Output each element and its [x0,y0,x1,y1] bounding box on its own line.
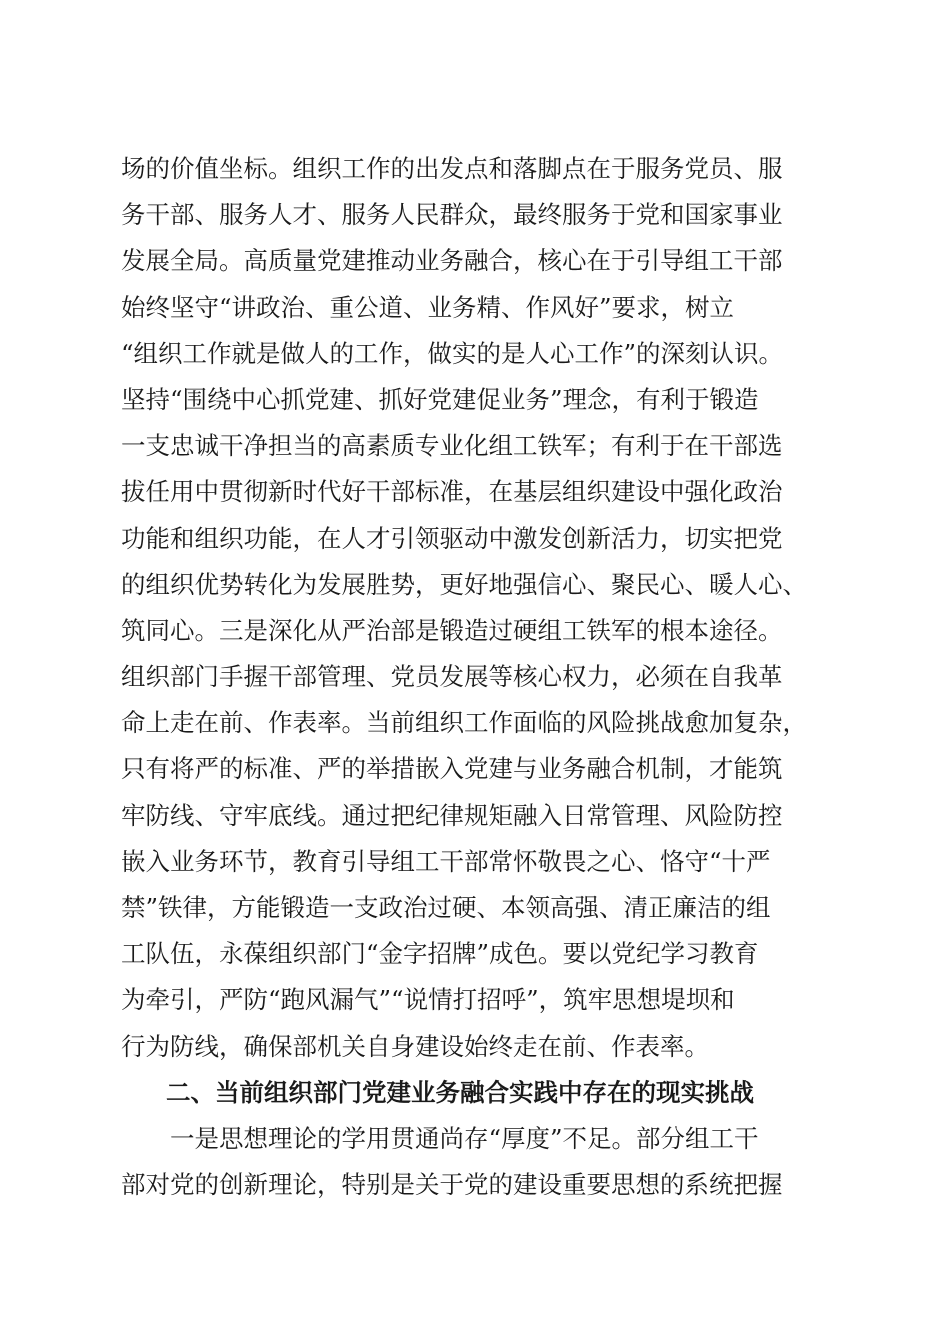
paragraph-line-2: 务干部、服务人才、服务人民群众，最终服务于党和国家事业 [121,200,783,230]
paragraph-line-19: 为牵引，严防“跑风漏气”“说情打招呼”，筑牢思想堤坝和 [121,985,735,1015]
paragraph-line-12: 组织部门手握干部管理、党员发展等核心权力，必须在自我革 [121,662,783,692]
paragraph-line-8: 拔任用中贯彻新时代好干部标准，在基层组织建设中强化政治 [121,477,783,507]
paragraph-line-13: 命上走在前、作表率。当前组织工作面临的风险挑战愈加复杂， [121,708,807,738]
paragraph-line-15: 牢防线、守牢底线。通过把纪律规矩融入日常管理、风险防控 [121,800,783,830]
paragraph-line-9: 功能和组织功能，在人才引领驱动中激发创新活力，切实把党 [121,523,783,553]
paragraph-line-14: 只有将严的标准、严的举措嵌入党建与业务融合机制，才能筑 [121,754,783,784]
paragraph-line-16: 嵌入业务环节，教育引导组工干部常怀敬畏之心、恪守“十严 [121,846,771,876]
body-text [121,146,841,1208]
paragraph-line-6: 坚持“围绕中心抓党建、抓好党建促业务”理念，有利于锻造 [121,384,759,414]
paragraph-line-5: “组织工作就是做人的工作，做实的是人心工作”的深刻认识。 [121,338,784,368]
section-heading: 二、当前组织部门党建业务融合实践中存在的现实挑战 [166,1077,754,1107]
paragraph-line-3: 发展全局。高质量党建推动业务融合，核心在于引导组工干部 [121,246,783,276]
section-line-1: 一是思想理论的学用贯通尚存“厚度”不足。部分组工干 [170,1123,759,1153]
paragraph-line-10: 的组织优势转化为发展胜势，更好地强信心、聚民心、暖人心、 [121,569,807,599]
paragraph-line-7: 一支忠诚干净担当的高素质专业化组工铁军；有利于在干部选 [121,431,783,461]
paragraph-line-18: 工队伍，永葆组织部门“金字招牌”成色。要以党纪学习教育 [121,939,759,969]
paragraph-line-20: 行为防线，确保部机关自身建设始终走在前、作表率。 [121,1031,709,1061]
section-line-2: 部对党的创新理论，特别是关于党的建设重要思想的系统把握 [121,1170,783,1200]
paragraph-line-11: 筑同心。三是深化从严治部是锻造过硬组工铁军的根本途径。 [121,615,783,645]
paragraph-line-1: 场的价值坐标。组织工作的出发点和落脚点在于服务党员、服 [121,154,783,183]
paragraph-line-17: 禁”铁律，方能锻造一支政治过硬、本领高强、清正廉洁的组 [121,893,771,922]
paragraph-line-4: 始终坚守“讲政治、重公道、业务精、作风好”要求，树立 [121,292,735,322]
